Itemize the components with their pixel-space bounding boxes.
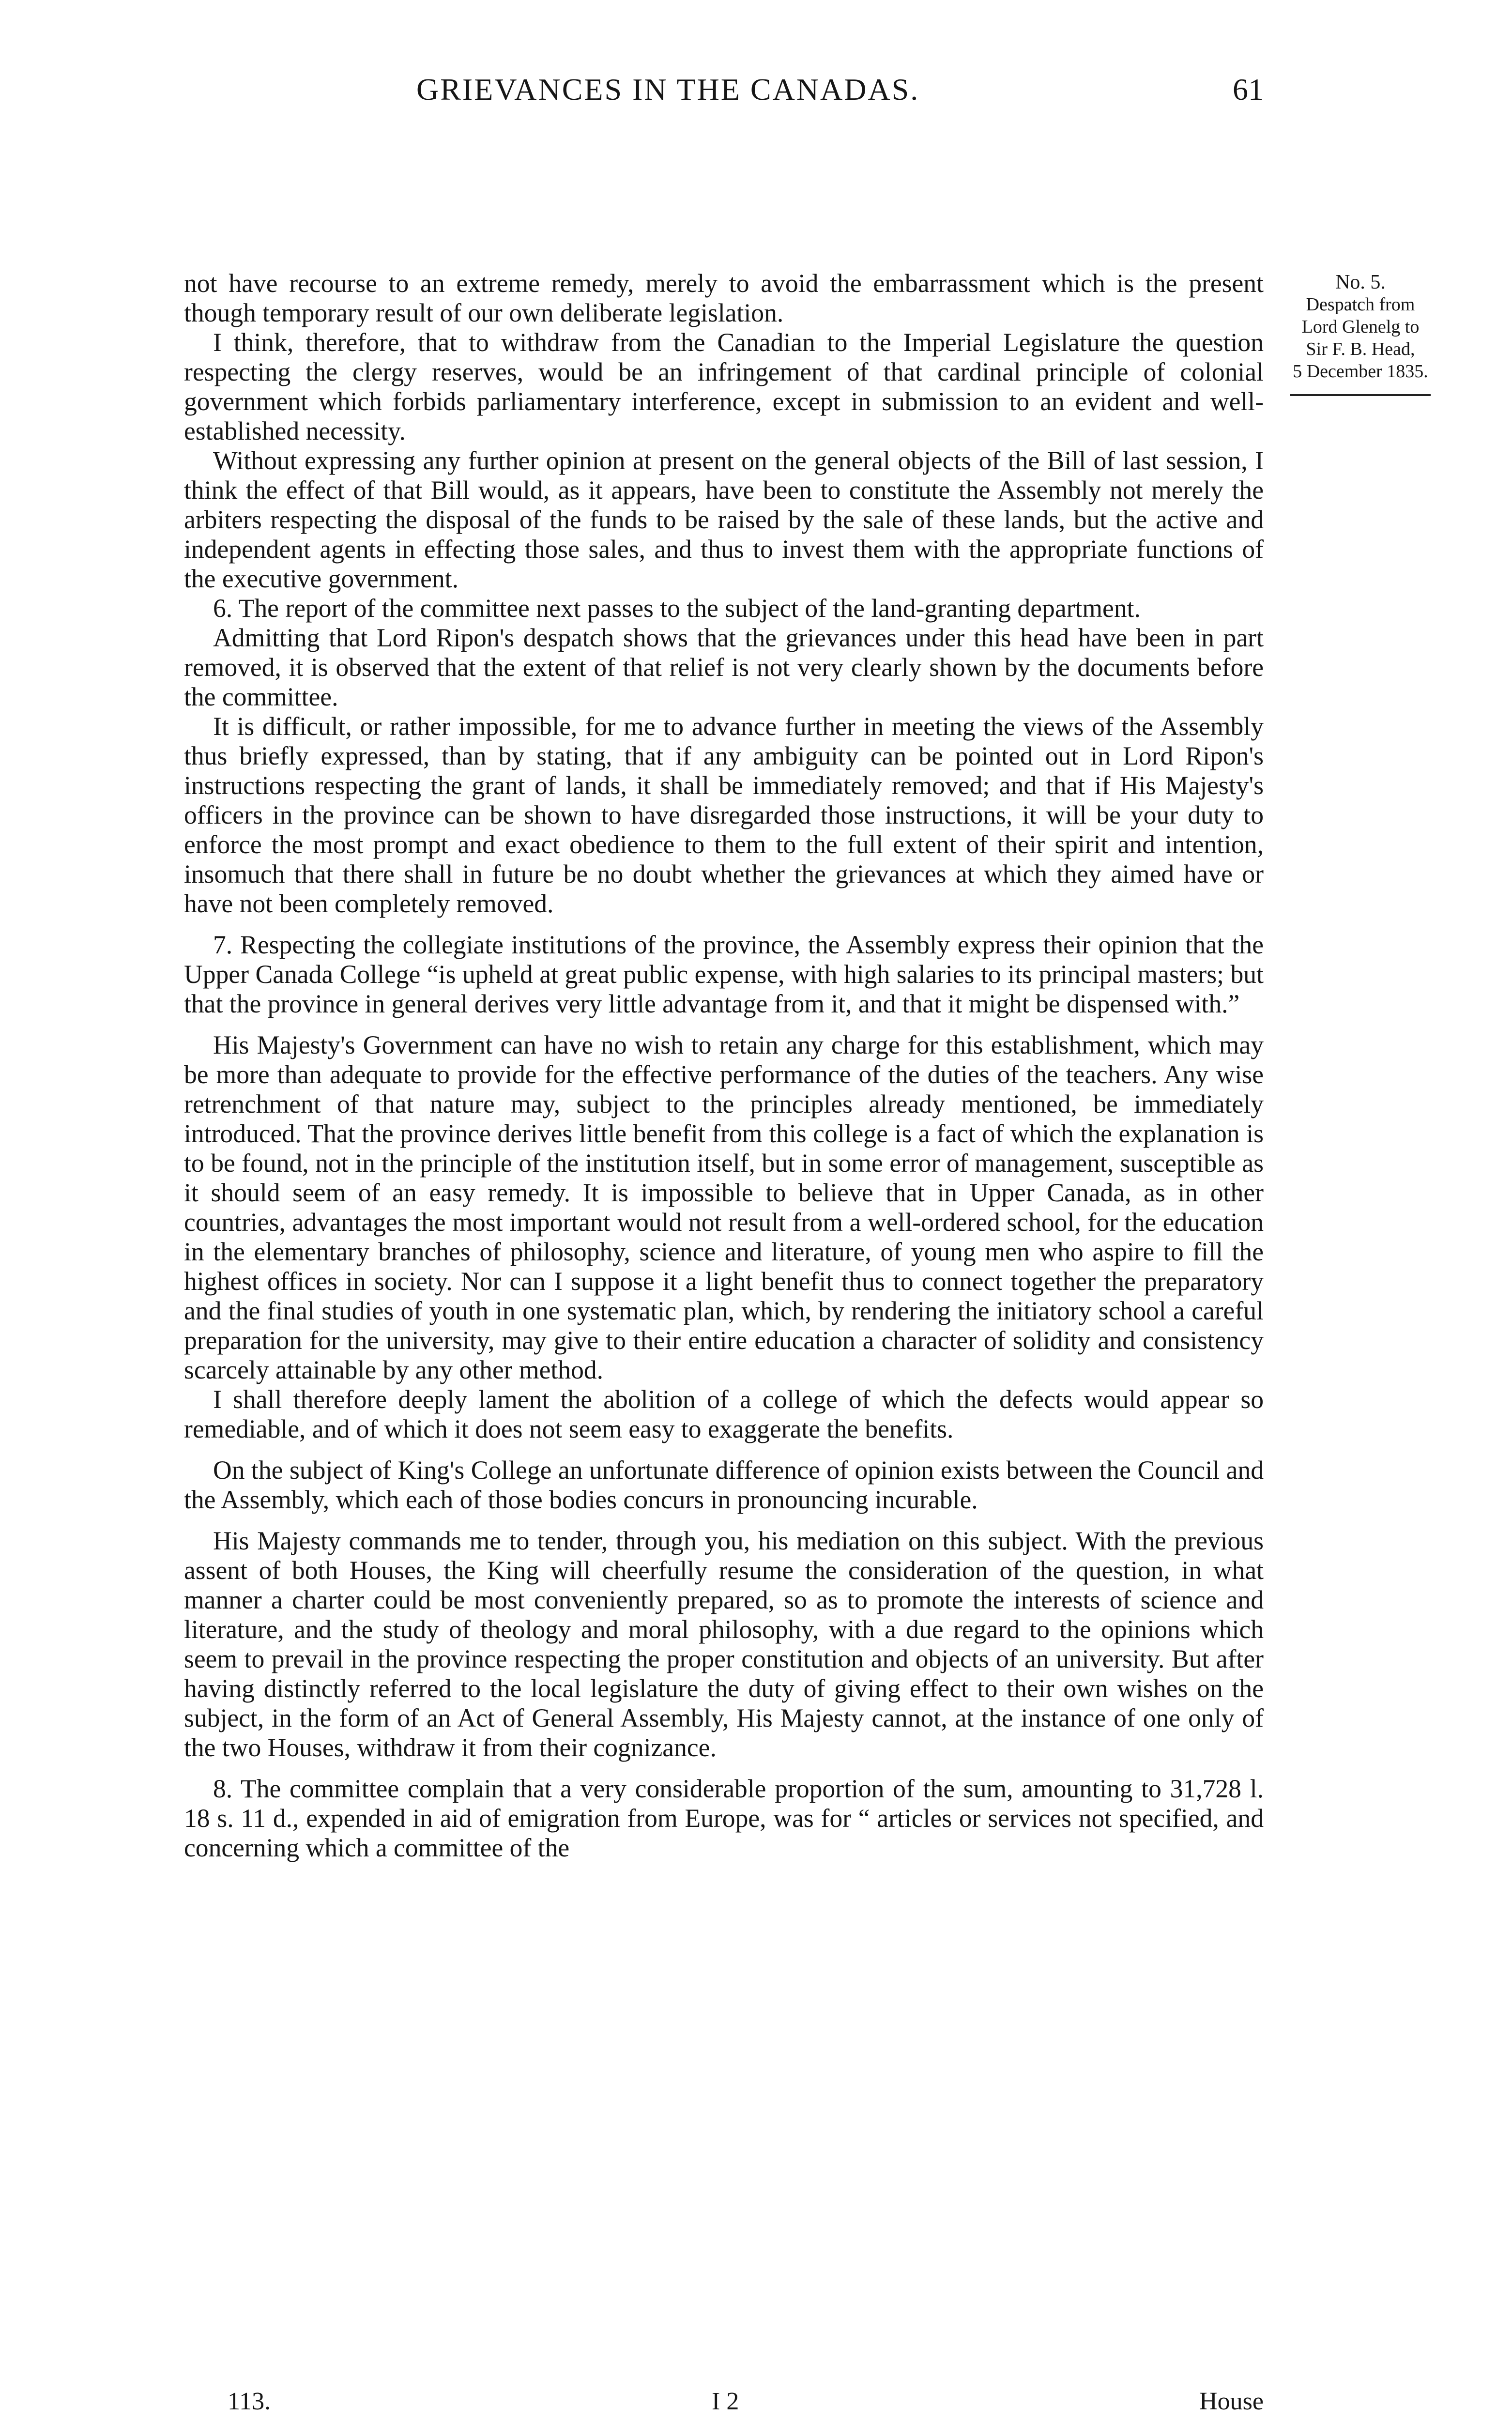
paragraph: On the subject of King's College an unfortunate difference of opinion exists between the Council and the Assembly, which each of those bodies concurs in pronouncing incurable. — [184, 1456, 1264, 1514]
running-header — [184, 63, 1264, 116]
folio-mark: I 2 — [712, 2388, 739, 2415]
marginal-note-rule — [1290, 394, 1431, 396]
paragraph: It is difficult, or rather impossible, for me to advance further in meeting the views of the Assembly thus briefly expressed, than by stating, that if any ambiguity can be pointed out in Lord Ripon's instructions respecting the grant of lands, it shall be immediately removed; and that if His Majesty's officers in the province can be shown to have disregarded those instructions, it will be your duty to enforce the most prompt and exact obedience to them to the full extent of their spirit and intention, insomuch that there shall in future be no doubt whether the grievances at which they aimed have or have not been completely removed. — [184, 712, 1264, 918]
marginal-note-line: Lord Glenelg to — [1301, 317, 1420, 337]
paragraph: His Majesty commands me to tender, through you, his mediation on this subject. With the previous assent of both Houses, the King will cheerfully resume the consideration of the question, in what manner a charter could be most conveniently prepared, so as to promote the interests of science and literature, and the study of theology and moral philosophy, with a due regard to the opinions which seem to prevail in the province respecting the proper constitution and objects of an university. But after having distinctly referred to the local legislature the duty of giving effect to their own wishes on the subject, in the form of an Act of General Assembly, His Majesty cannot, at the instance of one only of the two Houses, withdraw it from their cognizance. — [184, 1526, 1264, 1762]
page-footer — [184, 2385, 1264, 2419]
marginal-note-line: Sir F. B. Head, — [1306, 339, 1415, 359]
marginal-note — [1281, 271, 1440, 396]
marginal-note-line: Despatch from — [1306, 294, 1415, 315]
paragraph: 7. Respecting the collegiate institutions of the province, the Assembly express their opinion that the Upper Canada College “is upheld at great public expense, with high salaries to its principal masters; but that the province in general derives very little advantage from it, and that it might be dispensed with.” — [184, 930, 1264, 1018]
marginal-note-line: 5 December 1835. — [1293, 361, 1428, 382]
paragraph: I shall therefore deeply lament the abolition of a college of which the defects would appear so remediable, and of which it does not seem easy to exaggerate the benefits. — [184, 1385, 1264, 1443]
body-text — [184, 269, 1264, 1863]
running-title: GRIEVANCES IN THE CANADAS. — [416, 72, 920, 107]
paragraph: 6. The report of the committee next passes to the subject of the land-granting department. — [213, 594, 1141, 623]
signature-mark: 113. — [228, 2388, 271, 2415]
paragraph: 8. The committee complain that a very considerable proportion of the sum, amounting to 31,728 l. 18 s. 11 d., expended in aid of emigration from Europe, was for “ articles or services not specified, and concerning which a committee of the — [184, 1774, 1264, 1862]
paragraph: I think, therefore, that to withdraw from the Canadian to the Imperial Legislature the question respecting the clergy reserves, would be an infringement of that cardinal principle of colonial government which forbids parliamentary interference, except in submission to an evident and well-established necessity. — [184, 328, 1264, 445]
paragraph: not have recourse to an extreme remedy, merely to avoid the embarrassment which is the present though temporary result of our own deliberate legislation. — [184, 269, 1264, 327]
page-number: 61 — [1233, 72, 1264, 107]
marginal-note-number: No. 5. — [1335, 271, 1386, 293]
catchword: House — [1199, 2388, 1264, 2415]
paragraph: Without expressing any further opinion at present on the general objects of the Bill of last session, I think the effect of that Bill would, as it appears, have been to constitute the Assembly not merely the arbiters respecting the disposal of the funds to be raised by the sale of these lands, but the active and independent agents in effecting those sales, and thus to invest them with the appropriate functions of the executive government. — [184, 446, 1264, 593]
paragraph: His Majesty's Government can have no wish to retain any charge for this establishment, which may be more than adequate to provide for the effective performance of the duties of the teachers. Any wise retrenchment of that nature may, subject to the principles already mentioned, be immediately introduced. That the province derives little benefit from this college is a fact of which the explanation is to be found, not in the principle of the institution itself, but in some error of management, susceptible as it should seem of an easy remedy. It is impossible to believe that in Upper Canada, as in other countries, advantages the most important would not result from a well-ordered school, for the education in the elementary branches of philosophy, science and literature, of young men who aspire to fill the highest offices in society. Nor can I suppose it a light benefit thus to connect together the preparatory and the final studies of youth in one systematic plan, which, by rendering the initiatory school a careful preparation for the university, may give to their entire education a character of solidity and consistency scarcely attainable by any other method. — [184, 1030, 1264, 1384]
paragraph: Admitting that Lord Ripon's despatch shows that the grievances under this head have been in part removed, it is observed that the extent of that relief is not very clearly shown by the documents before the committee. — [184, 623, 1264, 711]
